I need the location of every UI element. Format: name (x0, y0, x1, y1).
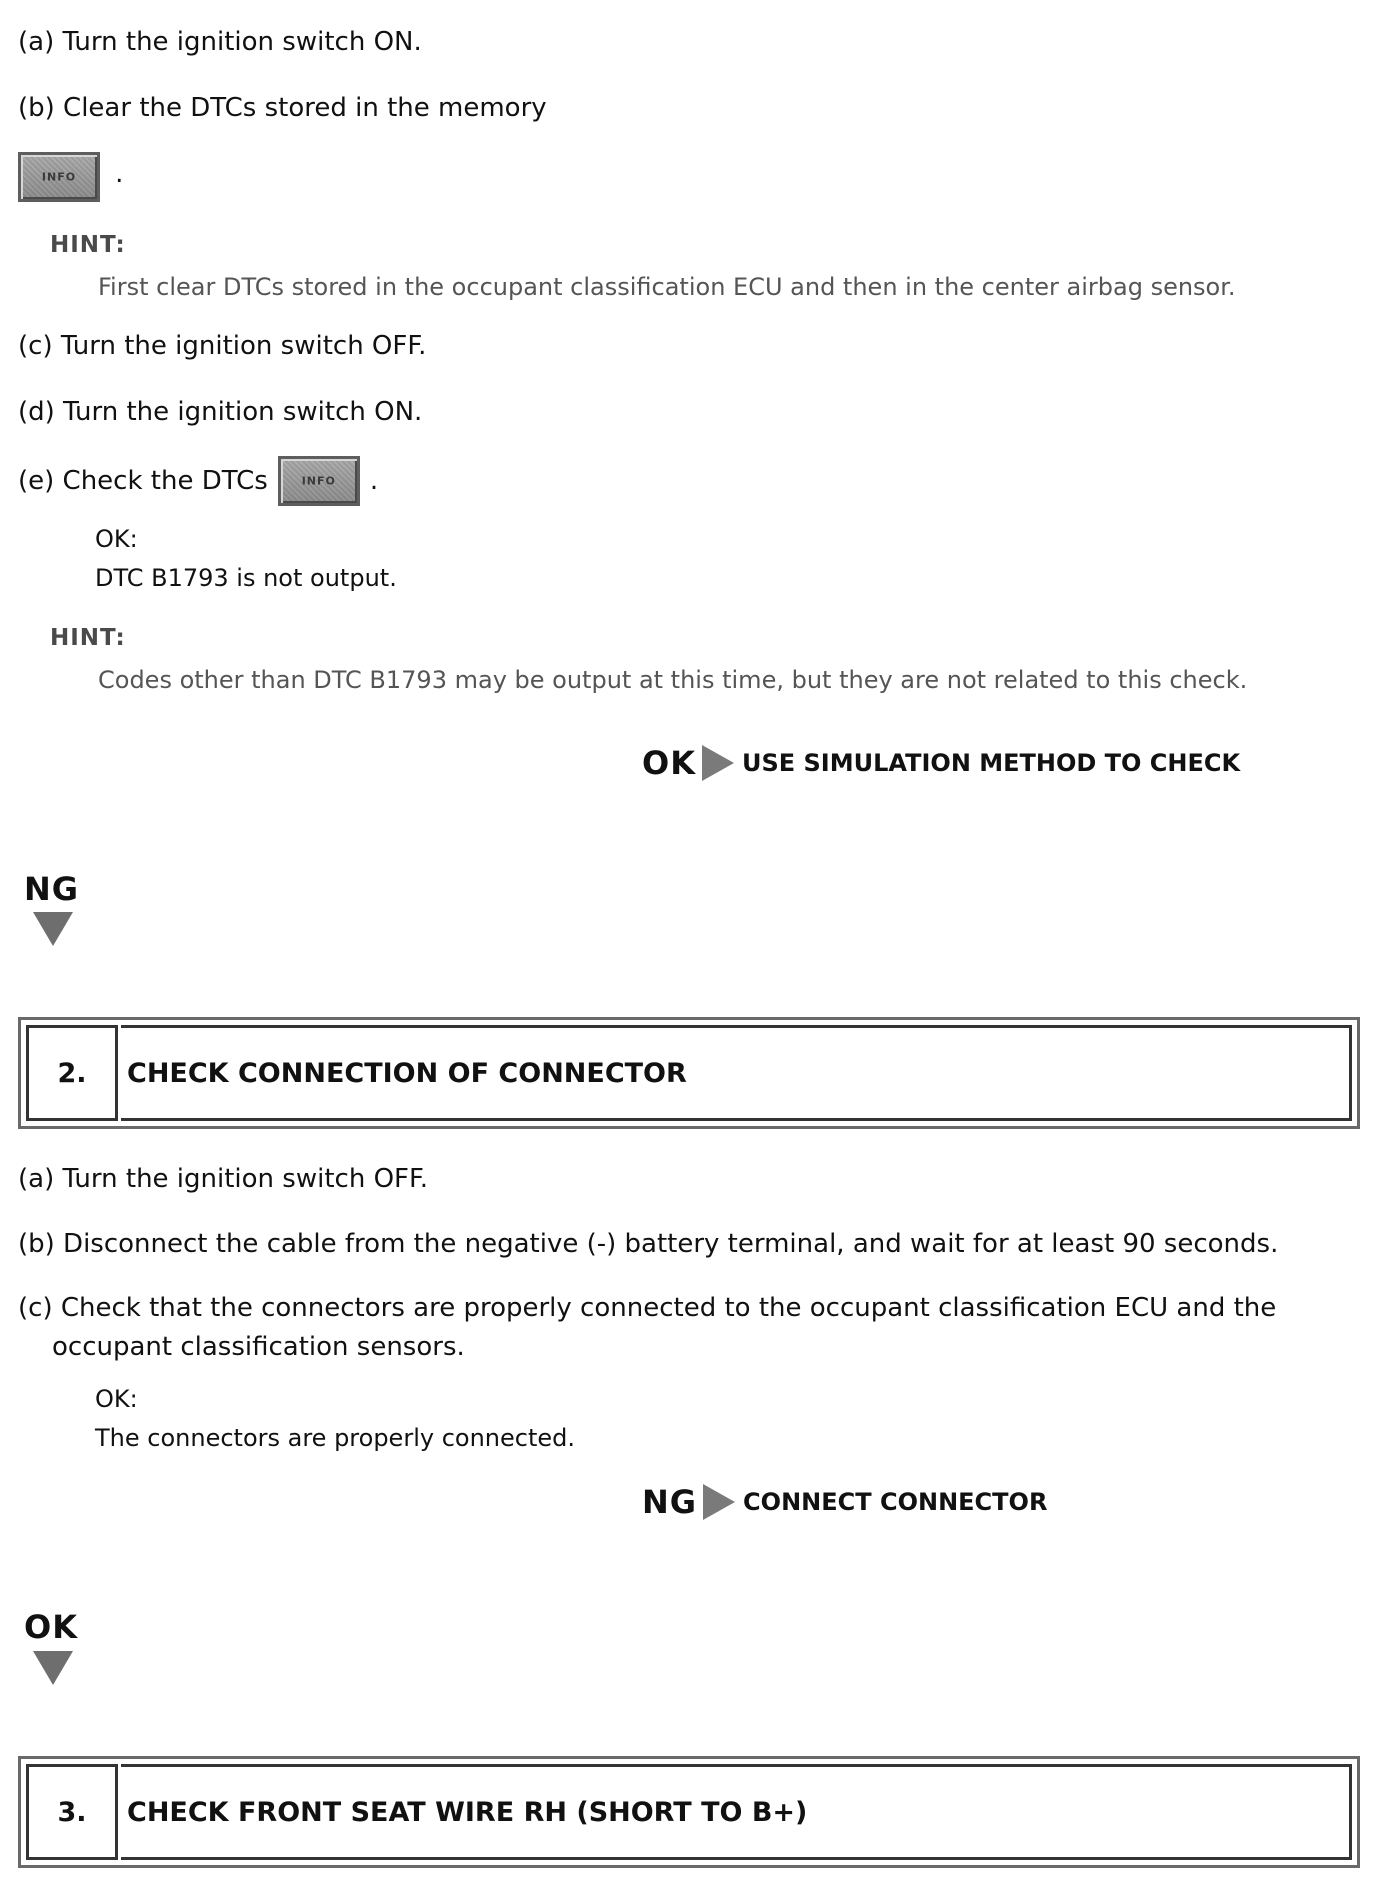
step-1e-row (18, 456, 378, 506)
right-arrow-icon (702, 745, 734, 781)
hint-label: HINT: (50, 232, 126, 258)
hint-text: Codes other than DTC B1793 may be output at this time, but they are not related to this check. (98, 666, 1248, 694)
step-title: CHECK CONNECTION OF CONNECTOR (121, 1025, 1352, 1121)
hint-text: First clear DTCs stored in the occupant classification ECU and then in the center airbag sensor. (98, 273, 1236, 301)
ok-text: DTC B1793 is not output. (95, 564, 397, 592)
step-title: CHECK FRONT SEAT WIRE RH (SHORT TO B+) (121, 1764, 1352, 1860)
hint-label: HINT: (50, 625, 126, 651)
step-1b: (b) Clear the DTCs stored in the memory (18, 93, 547, 123)
result-link[interactable]: CONNECT CONNECTOR (743, 1488, 1048, 1516)
ok-label: OK: (95, 1385, 138, 1413)
step-header-3 (18, 1756, 1360, 1868)
step-1a: (a) Turn the ignition switch ON. (18, 27, 422, 57)
step-number: 2. (26, 1025, 118, 1121)
flow-label: NG (24, 870, 80, 908)
step-1c: (c) Turn the ignition switch OFF. (18, 331, 427, 361)
info-row-1 (18, 152, 123, 202)
step-2b: (b) Disconnect the cable from the negative (-) battery terminal, and wait for at least 90 seconds. (18, 1229, 1279, 1259)
result-ok-row[interactable] (642, 744, 1240, 782)
info-icon[interactable]: INFO (18, 152, 100, 202)
info-icon[interactable]: INFO (278, 456, 360, 506)
step-2c-line1: (c) Check that the connectors are properly connected to the occupant classification ECU and the (18, 1293, 1277, 1323)
step-1e: (e) Check the DTCs (18, 466, 268, 496)
result-ng-row[interactable] (642, 1483, 1047, 1521)
result-link[interactable]: USE SIMULATION METHOD TO CHECK (742, 749, 1241, 777)
result-badge: NG (642, 1483, 698, 1521)
ok-text: The connectors are properly connected. (95, 1424, 575, 1452)
down-arrow-icon (33, 1651, 73, 1685)
period: . (369, 466, 379, 496)
down-arrow-icon (33, 912, 73, 946)
right-arrow-icon (703, 1484, 735, 1520)
flow-label: OK (24, 1608, 78, 1646)
ok-label: OK: (95, 525, 138, 553)
step-header-2 (18, 1017, 1360, 1129)
step-1d: (d) Turn the ignition switch ON. (18, 397, 423, 427)
step-2c-line2: occupant classification sensors. (52, 1332, 465, 1362)
result-badge: OK (642, 744, 696, 782)
period: . (115, 158, 124, 189)
step-number: 3. (26, 1764, 118, 1860)
step-2a: (a) Turn the ignition switch OFF. (18, 1164, 429, 1194)
